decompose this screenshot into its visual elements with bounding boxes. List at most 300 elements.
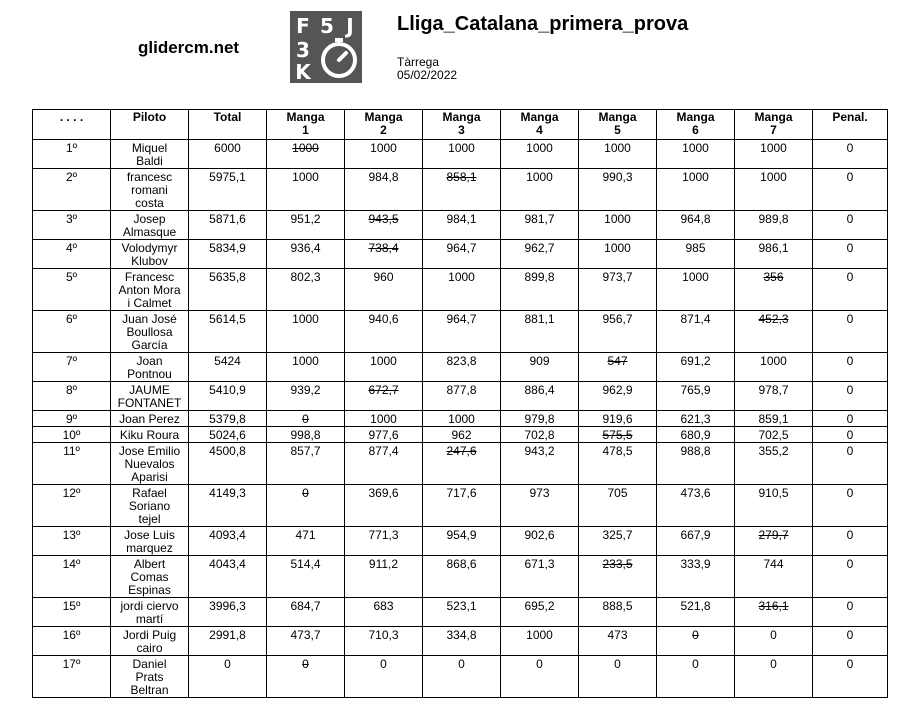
round-2-cell-value: 710,3 <box>368 628 399 642</box>
round-7-cell-value: 744 <box>763 557 784 571</box>
table-row <box>33 140 888 169</box>
round-2-cell <box>345 427 423 443</box>
round-1-cell-value: 936,4 <box>290 241 321 255</box>
round-3-cell-value: 962 <box>451 428 472 442</box>
round-7-cell-value: 702,5 <box>758 428 789 442</box>
round-1-cell-value: 1000 <box>292 141 319 155</box>
round-6-cell-value: 621,3 <box>680 412 711 426</box>
total-cell <box>189 656 267 698</box>
pilot-cell <box>111 427 189 443</box>
round-7-cell-value: 316,1 <box>758 599 789 613</box>
round-5-cell-value: 990,3 <box>602 170 633 184</box>
round-5-cell <box>579 443 657 485</box>
round-3-cell <box>423 627 501 656</box>
penalty-cell <box>813 211 888 240</box>
round-4-cell <box>501 556 579 598</box>
position-cell-value: 4º <box>65 241 78 255</box>
table-row <box>33 443 888 485</box>
pilot-cell-value: francesc romani costa <box>126 170 173 210</box>
total-cell <box>189 598 267 627</box>
round-5-cell <box>579 556 657 598</box>
round-1-cell-value: 1000 <box>292 354 319 368</box>
round-7-cell <box>735 627 813 656</box>
position-cell <box>33 427 111 443</box>
total-cell <box>189 211 267 240</box>
round-7-cell <box>735 353 813 382</box>
round-4-cell <box>501 169 579 211</box>
table-header-row <box>33 110 888 140</box>
round-6-cell-value: 1000 <box>682 270 709 284</box>
round-4-cell <box>501 411 579 427</box>
round-1-cell-value: 857,7 <box>290 444 321 458</box>
round-1-cell <box>267 656 345 698</box>
round-6-cell <box>657 211 735 240</box>
col-round-1-header: Manga 1 <box>267 110 345 140</box>
total-cell-value: 5975,1 <box>209 170 246 184</box>
round-2-cell-value: 738,4 <box>368 241 399 255</box>
round-3-cell-value: 247,6 <box>446 444 477 458</box>
round-4-cell-value: 1000 <box>526 141 553 155</box>
round-4-cell <box>501 240 579 269</box>
pilot-cell <box>111 269 189 311</box>
col-penalty-header: Penal. <box>813 110 888 140</box>
round-6-cell <box>657 627 735 656</box>
round-6-cell <box>657 311 735 353</box>
position-cell <box>33 382 111 411</box>
round-5-cell-value: 956,7 <box>602 312 633 326</box>
round-1-cell-value: 0 <box>302 486 309 500</box>
competition-place: Tàrrega <box>397 55 440 69</box>
pilot-cell <box>111 443 189 485</box>
pilot-cell <box>111 211 189 240</box>
round-5-cell <box>579 240 657 269</box>
position-cell <box>33 240 111 269</box>
penalty-cell-value: 0 <box>846 557 854 571</box>
round-4-cell <box>501 427 579 443</box>
round-6-cell <box>657 240 735 269</box>
total-cell <box>189 311 267 353</box>
round-2-cell-value: 771,3 <box>368 528 399 542</box>
round-7-cell <box>735 556 813 598</box>
round-5-cell <box>579 485 657 527</box>
penalty-cell <box>813 527 888 556</box>
total-cell <box>189 353 267 382</box>
round-3-cell-value: 1000 <box>448 141 475 155</box>
position-cell <box>33 627 111 656</box>
penalty-cell <box>813 311 888 353</box>
round-6-cell <box>657 140 735 169</box>
col-round-6-header: Manga 6 <box>657 110 735 140</box>
round-3-cell <box>423 527 501 556</box>
round-2-cell-value: 960 <box>373 270 394 284</box>
round-7-cell <box>735 598 813 627</box>
round-5-cell-value: 962,9 <box>602 383 633 397</box>
round-3-cell <box>423 240 501 269</box>
col-round-5-header: Manga 5 <box>579 110 657 140</box>
total-cell <box>189 485 267 527</box>
round-3-cell-value: 964,7 <box>446 312 477 326</box>
penalty-cell-value: 0 <box>846 170 854 184</box>
round-4-cell-value: 0 <box>536 657 543 671</box>
round-2-cell-value: 683 <box>373 599 394 613</box>
round-5-cell-value: 888,5 <box>602 599 633 613</box>
round-4-cell-value: 943,2 <box>524 444 555 458</box>
round-4-cell-value: 899,8 <box>524 270 555 284</box>
round-3-cell <box>423 598 501 627</box>
round-2-cell-value: 1000 <box>370 412 397 426</box>
penalty-cell <box>813 656 888 698</box>
round-6-cell <box>657 169 735 211</box>
penalty-cell <box>813 598 888 627</box>
total-cell-value: 5871,6 <box>209 212 246 226</box>
pilot-cell-value: Francesc Anton Mora i Calmet <box>118 270 181 310</box>
round-7-cell-value: 1000 <box>760 170 787 184</box>
total-cell-value: 4500,8 <box>209 444 246 458</box>
col-position-header: . . . . <box>33 110 111 140</box>
table-row <box>33 527 888 556</box>
pilot-cell-value: JAUME FONTANET <box>117 383 182 410</box>
round-2-cell <box>345 627 423 656</box>
round-5-cell <box>579 656 657 698</box>
round-1-cell-value: 802,3 <box>290 270 321 284</box>
round-7-cell-value: 0 <box>770 657 777 671</box>
round-7-cell <box>735 311 813 353</box>
position-cell-value: 13º <box>62 528 81 542</box>
position-cell-value: 17º <box>62 657 81 671</box>
logo-letter-k: K <box>295 60 311 83</box>
round-7-cell-value: 1000 <box>760 141 787 155</box>
total-cell <box>189 382 267 411</box>
round-3-cell <box>423 411 501 427</box>
total-cell <box>189 169 267 211</box>
position-cell <box>33 311 111 353</box>
round-3-cell-value: 868,6 <box>446 557 477 571</box>
table-row <box>33 240 888 269</box>
round-5-cell-value: 0 <box>614 657 621 671</box>
table-row <box>33 485 888 527</box>
round-1-cell-value: 0 <box>302 657 309 671</box>
pilot-cell-value: Jose Emilio Nuevalos Aparisi <box>118 444 181 484</box>
round-5-cell <box>579 411 657 427</box>
round-2-cell-value: 369,6 <box>368 486 399 500</box>
round-4-cell-value: 1000 <box>526 170 553 184</box>
round-5-cell-value: 919,6 <box>602 412 633 426</box>
round-7-cell <box>735 527 813 556</box>
pilot-cell <box>111 411 189 427</box>
position-cell-value: 7º <box>65 354 78 368</box>
position-cell-value: 1º <box>65 141 78 155</box>
round-7-cell-value: 452,3 <box>758 312 789 326</box>
round-6-cell <box>657 427 735 443</box>
position-cell-value: 8º <box>65 383 78 397</box>
round-7-cell <box>735 656 813 698</box>
penalty-cell <box>813 240 888 269</box>
penalty-cell <box>813 485 888 527</box>
pilot-cell-value: Josep Almasque <box>122 212 177 239</box>
round-3-cell <box>423 556 501 598</box>
round-1-cell-value: 998,8 <box>290 428 321 442</box>
table-row <box>33 556 888 598</box>
round-5-cell <box>579 169 657 211</box>
pilot-cell <box>111 353 189 382</box>
round-3-cell <box>423 382 501 411</box>
round-4-cell-value: 981,7 <box>524 212 555 226</box>
position-cell-value: 5º <box>65 270 78 284</box>
round-3-cell <box>423 311 501 353</box>
round-6-cell <box>657 527 735 556</box>
round-7-cell-value: 279,7 <box>758 528 789 542</box>
logo-letter-f: F <box>296 14 310 38</box>
round-4-cell-value: 1000 <box>526 628 553 642</box>
round-6-cell-value: 0 <box>692 628 699 642</box>
round-6-cell-value: 988,8 <box>680 444 711 458</box>
pilot-cell-value: Kiku Roura <box>119 428 180 442</box>
table-row <box>33 353 888 382</box>
round-6-cell <box>657 485 735 527</box>
total-cell <box>189 140 267 169</box>
round-4-cell <box>501 656 579 698</box>
round-6-cell-value: 691,2 <box>680 354 711 368</box>
total-cell-value: 5834,9 <box>209 241 246 255</box>
round-3-cell-value: 1000 <box>448 270 475 284</box>
round-1-cell-value: 0 <box>302 412 309 426</box>
round-5-cell <box>579 140 657 169</box>
col-round-2-header: Manga 2 <box>345 110 423 140</box>
table-row <box>33 627 888 656</box>
round-6-cell <box>657 269 735 311</box>
penalty-cell-value: 0 <box>846 212 854 226</box>
results-body <box>33 140 888 698</box>
round-7-cell-value: 910,5 <box>758 486 789 500</box>
table-row <box>33 656 888 698</box>
position-cell-value: 14º <box>62 557 81 571</box>
round-3-cell <box>423 169 501 211</box>
round-4-cell <box>501 382 579 411</box>
round-1-cell-value: 1000 <box>292 312 319 326</box>
col-round-3-header: Manga 3 <box>423 110 501 140</box>
round-3-cell-value: 823,8 <box>446 354 477 368</box>
pilot-cell-value: Joan Pontnou <box>127 354 172 381</box>
round-5-cell <box>579 269 657 311</box>
round-5-cell-value: 473 <box>607 628 628 642</box>
round-1-cell <box>267 240 345 269</box>
penalty-cell-value: 0 <box>846 412 854 426</box>
round-4-cell <box>501 485 579 527</box>
penalty-cell-value: 0 <box>846 486 854 500</box>
round-6-cell <box>657 382 735 411</box>
round-6-cell <box>657 353 735 382</box>
round-6-cell-value: 667,9 <box>680 528 711 542</box>
round-7-cell-value: 356 <box>763 270 784 284</box>
position-cell-value: 10º <box>62 428 81 442</box>
round-3-cell <box>423 269 501 311</box>
round-6-cell <box>657 443 735 485</box>
position-cell-value: 15º <box>62 599 81 613</box>
round-4-cell <box>501 311 579 353</box>
pilot-cell <box>111 556 189 598</box>
round-2-cell-value: 984,8 <box>368 170 399 184</box>
penalty-cell-value: 0 <box>846 599 854 613</box>
pilot-cell-value: Rafael Soriano tejel <box>128 486 171 526</box>
round-7-cell-value: 355,2 <box>758 444 789 458</box>
total-cell <box>189 411 267 427</box>
round-1-cell-value: 1000 <box>292 170 319 184</box>
round-5-cell-value: 1000 <box>604 212 631 226</box>
round-5-cell <box>579 598 657 627</box>
round-1-cell <box>267 353 345 382</box>
pilot-cell-value: Albert Comas Espinas <box>128 557 171 597</box>
total-cell-value: 6000 <box>214 141 241 155</box>
round-1-cell <box>267 269 345 311</box>
table-row <box>33 169 888 211</box>
round-6-cell-value: 1000 <box>682 170 709 184</box>
position-cell-value: 11º <box>63 444 80 458</box>
round-3-cell-value: 954,9 <box>446 528 477 542</box>
pilot-cell-value: Volodymyr Klubov <box>121 241 178 268</box>
round-3-cell <box>423 211 501 240</box>
total-cell <box>189 627 267 656</box>
penalty-cell-value: 0 <box>846 241 854 255</box>
round-2-cell-value: 977,6 <box>368 428 399 442</box>
position-cell <box>33 556 111 598</box>
position-cell <box>33 598 111 627</box>
round-7-cell <box>735 382 813 411</box>
round-5-cell <box>579 311 657 353</box>
pilot-cell <box>111 527 189 556</box>
total-cell-value: 4093,4 <box>209 528 246 542</box>
position-cell <box>33 485 111 527</box>
round-1-cell <box>267 485 345 527</box>
pilot-cell-value: Daniel Prats Beltran <box>130 657 169 697</box>
pilot-cell-value: Juan José Boullosa García <box>122 312 177 352</box>
results-table <box>32 109 888 698</box>
round-3-cell-value: 523,1 <box>446 599 477 613</box>
round-7-cell <box>735 411 813 427</box>
penalty-cell <box>813 382 888 411</box>
round-7-cell <box>735 485 813 527</box>
pilot-cell <box>111 656 189 698</box>
round-6-cell-value: 985 <box>685 241 706 255</box>
pilot-cell <box>111 382 189 411</box>
round-1-cell <box>267 598 345 627</box>
round-3-cell-value: 717,6 <box>446 486 477 500</box>
pilot-cell-value: jordi ciervo martí <box>120 599 179 626</box>
round-2-cell <box>345 140 423 169</box>
total-cell-value: 3996,3 <box>209 599 246 613</box>
round-7-cell-value: 989,8 <box>758 212 789 226</box>
round-5-cell <box>579 382 657 411</box>
round-1-cell <box>267 211 345 240</box>
position-cell-value: 3º <box>65 212 78 226</box>
penalty-cell <box>813 269 888 311</box>
table-row <box>33 598 888 627</box>
round-4-cell-value: 881,1 <box>524 312 555 326</box>
round-3-cell <box>423 140 501 169</box>
round-3-cell-value: 1000 <box>448 412 475 426</box>
position-cell-value: 2º <box>65 170 78 184</box>
round-4-cell <box>501 140 579 169</box>
penalty-cell <box>813 627 888 656</box>
pilot-cell-value: Jose Luis marquez <box>124 528 175 555</box>
competition-title: Lliga_Catalana_primera_prova <box>397 13 689 35</box>
round-2-cell-value: 940,6 <box>368 312 399 326</box>
round-5-cell-value: 575,5 <box>602 428 633 442</box>
round-1-cell <box>267 140 345 169</box>
penalty-cell-value: 0 <box>846 383 854 397</box>
round-5-cell-value: 705 <box>607 486 628 500</box>
round-4-cell <box>501 211 579 240</box>
round-1-cell-value: 684,7 <box>290 599 321 613</box>
round-7-cell <box>735 443 813 485</box>
round-2-cell-value: 672,7 <box>368 383 399 397</box>
round-5-cell-value: 547 <box>607 354 628 368</box>
round-5-cell-value: 325,7 <box>602 528 633 542</box>
total-cell-value: 5424 <box>214 354 241 368</box>
round-7-cell-value: 0 <box>770 628 777 642</box>
round-2-cell <box>345 240 423 269</box>
penalty-cell-value: 0 <box>846 528 854 542</box>
total-cell <box>189 427 267 443</box>
position-cell <box>33 140 111 169</box>
round-1-cell <box>267 169 345 211</box>
round-7-cell <box>735 169 813 211</box>
round-4-cell <box>501 443 579 485</box>
round-3-cell-value: 984,1 <box>446 212 477 226</box>
total-cell <box>189 240 267 269</box>
round-4-cell <box>501 627 579 656</box>
round-2-cell <box>345 411 423 427</box>
round-4-cell-value: 909 <box>529 354 550 368</box>
position-cell <box>33 353 111 382</box>
round-1-cell <box>267 411 345 427</box>
round-3-cell-value: 964,7 <box>446 241 477 255</box>
round-5-cell-value: 1000 <box>604 241 631 255</box>
pilot-cell <box>111 627 189 656</box>
table-row <box>33 382 888 411</box>
round-1-cell <box>267 627 345 656</box>
logo-letter-j: J <box>346 14 354 38</box>
round-2-cell <box>345 656 423 698</box>
competition-date: 05/02/2022 <box>397 68 458 82</box>
round-1-cell-value: 951,2 <box>290 212 321 226</box>
round-2-cell <box>345 556 423 598</box>
round-1-cell <box>267 427 345 443</box>
penalty-cell-value: 0 <box>846 444 854 458</box>
pilot-cell <box>111 140 189 169</box>
penalty-cell <box>813 353 888 382</box>
round-5-cell-value: 478,5 <box>602 444 633 458</box>
round-7-cell <box>735 240 813 269</box>
round-3-cell <box>423 656 501 698</box>
round-5-cell-value: 233,5 <box>602 557 633 571</box>
round-7-cell-value: 986,1 <box>758 241 789 255</box>
round-4-cell-value: 902,6 <box>524 528 555 542</box>
round-3-cell <box>423 353 501 382</box>
round-2-cell <box>345 169 423 211</box>
logo-letter-5: 5 <box>320 14 334 38</box>
round-1-cell <box>267 527 345 556</box>
round-3-cell-value: 334,8 <box>446 628 477 642</box>
position-cell <box>33 169 111 211</box>
round-6-cell <box>657 556 735 598</box>
round-2-cell-value: 0 <box>380 657 387 671</box>
penalty-cell-value: 0 <box>846 428 854 442</box>
pilot-cell-value: Joan Perez <box>119 412 180 426</box>
round-7-cell <box>735 427 813 443</box>
round-4-cell <box>501 353 579 382</box>
round-6-cell-value: 473,6 <box>680 486 711 500</box>
round-1-cell <box>267 556 345 598</box>
